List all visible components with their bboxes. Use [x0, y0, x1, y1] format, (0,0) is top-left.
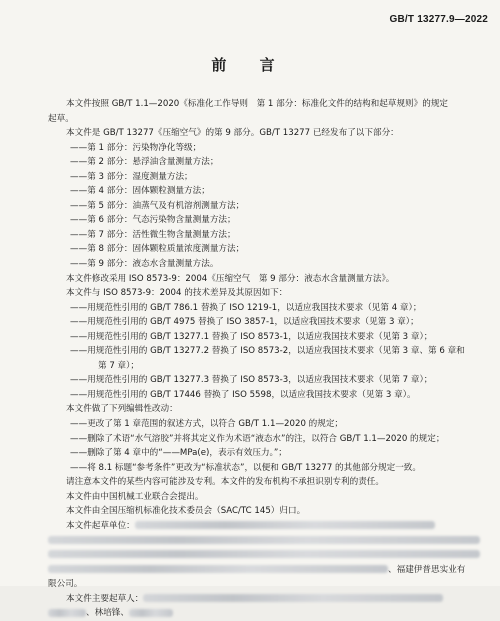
- drafting-units-label: 本文件起草单位：: [66, 520, 135, 531]
- list-item: ——用规范性引用的 GB/T 13277.2 替换了 ISO 8573-2，以适应我国技术要求（见第 3 章、第 6 章和: [70, 346, 465, 357]
- list-item: ——删除了术语“水气溶胶”并将其定义作为术语“液态水”的注，以符合 GB/T 1.1—2020 的规定；: [70, 433, 445, 444]
- list-item: ——第 6 部分：气态污染物含量测量方法；: [70, 215, 236, 226]
- differences-list: [48, 301, 480, 403]
- list-item: ——第 8 部分：固体颗粒质量浓度测量方法；: [70, 244, 245, 255]
- redacted-text: [129, 609, 173, 617]
- drafting-units-tail: 、福建伊普思实业有: [388, 564, 466, 575]
- paragraph-drafting-units-end: 限公司。: [48, 579, 83, 590]
- list-item: ——第 2 部分：悬浮油含量测量方法；: [70, 157, 219, 168]
- paragraph-adoption: 本文件修改采用 ISO 8573-9：2004《压缩空气 第 9 部分：液态水含量测量方法》。: [66, 273, 395, 284]
- list-item: ——将 8.1 标题“参考条件”更改为“标准状态”，以便和 GB/T 13277 的其他部分规定一致。: [70, 462, 421, 473]
- list-item: ——用规范性引用的 GB/T 13277.3 替换了 ISO 8573-3，以适应我国技术要求（见第 7 章）；: [70, 375, 433, 386]
- redacted-text: [48, 565, 388, 573]
- list-item: ——用规范性引用的 GB/T 786.1 替换了 ISO 1219-1，以适应我国技术要求（见第 4 章）；: [70, 302, 422, 313]
- paragraph-drafting-units: [48, 519, 480, 534]
- foreword-body: [48, 97, 480, 621]
- list-item-cont: 第 7 章）；: [98, 360, 140, 371]
- paragraph-editorial: 本文件做了下列编辑性改动：: [66, 404, 178, 415]
- list-item: ——用规范性引用的 GB/T 13277.1 替换了 ISO 8573-1，以适应我国技术要求（见第 3 章）；: [70, 331, 433, 342]
- redacted-line: [48, 533, 480, 548]
- list-item: ——用规范性引用的 GB/T 4975 替换了 ISO 3857-1，以适应我国技术要求（见第 3 章）；: [70, 317, 419, 328]
- list-item: ——第 7 部分：活性微生物含量测量方法；: [70, 229, 236, 240]
- paragraph-drafting-rules: 本文件按照 GB/T 1.1—2020《标准化工作导则 第 1 部分：标准化文件的结构和起草规则》的规定: [66, 99, 449, 109]
- editorial-list: [48, 417, 480, 475]
- paragraph-part-of-series: 本文件是 GB/T 13277《压缩空气》的第 9 部分。GB/T 13277 已经发布了以下部分：: [66, 128, 399, 139]
- redacted-text: [135, 521, 435, 529]
- page-title: 前 言: [211, 56, 289, 74]
- redacted-line: [48, 548, 480, 563]
- list-item: ——第 9 部分：液态水含量测量方法。: [70, 259, 219, 270]
- parts-list: [48, 141, 480, 272]
- paragraph-patent: 请注意本文件的某些内容可能涉及专利。本文件的发布机构不承担识别专利的责任。: [66, 477, 384, 488]
- redacted-text: [48, 609, 86, 617]
- drafters-label: 本文件主要起草人：: [66, 593, 144, 604]
- list-item: ——第 4 部分：固体颗粒测量方法；: [70, 186, 210, 197]
- list-item: ——第 5 部分：油蒸气及有机溶剂测量方法；: [70, 200, 245, 211]
- drafters-tail: 、林培锋、: [86, 608, 129, 619]
- list-item: ——更改了第 1 章范围的叙述方式，以符合 GB/T 1.1—2020 的规定；: [70, 419, 344, 430]
- paragraph-proposer: 本文件由中国机械工业联合会提出。: [66, 491, 204, 502]
- paragraph-drafters: [48, 592, 480, 607]
- list-item: ——删除了第 4 章中的“——MPa(e)，表示有效压力。”；: [70, 448, 287, 459]
- paragraph-drafting-units-tail: [48, 563, 480, 578]
- paragraph-drafting-rules-cont: 起草。: [48, 113, 74, 124]
- list-item: ——用规范性引用的 GB/T 17446 替换了 ISO 5598，以适应我国技术要求（见第 3 章）。: [70, 389, 416, 400]
- redacted-text: [143, 594, 443, 602]
- paragraph-committee: 本文件由全国压缩机标准化技术委员会（SAC/TC 145）归口。: [66, 506, 306, 517]
- paragraph-differences: 本文件与 ISO 8573-9：2004 的技术差异及其原因如下：: [66, 288, 288, 299]
- standard-code: GB/T 13277.9—2022: [389, 14, 488, 25]
- list-item: ——第 1 部分：污染物净化等级；: [70, 142, 202, 153]
- paragraph-drafters-cont: [48, 606, 480, 621]
- list-item: ——第 3 部分：湿度测量方法；: [70, 171, 193, 182]
